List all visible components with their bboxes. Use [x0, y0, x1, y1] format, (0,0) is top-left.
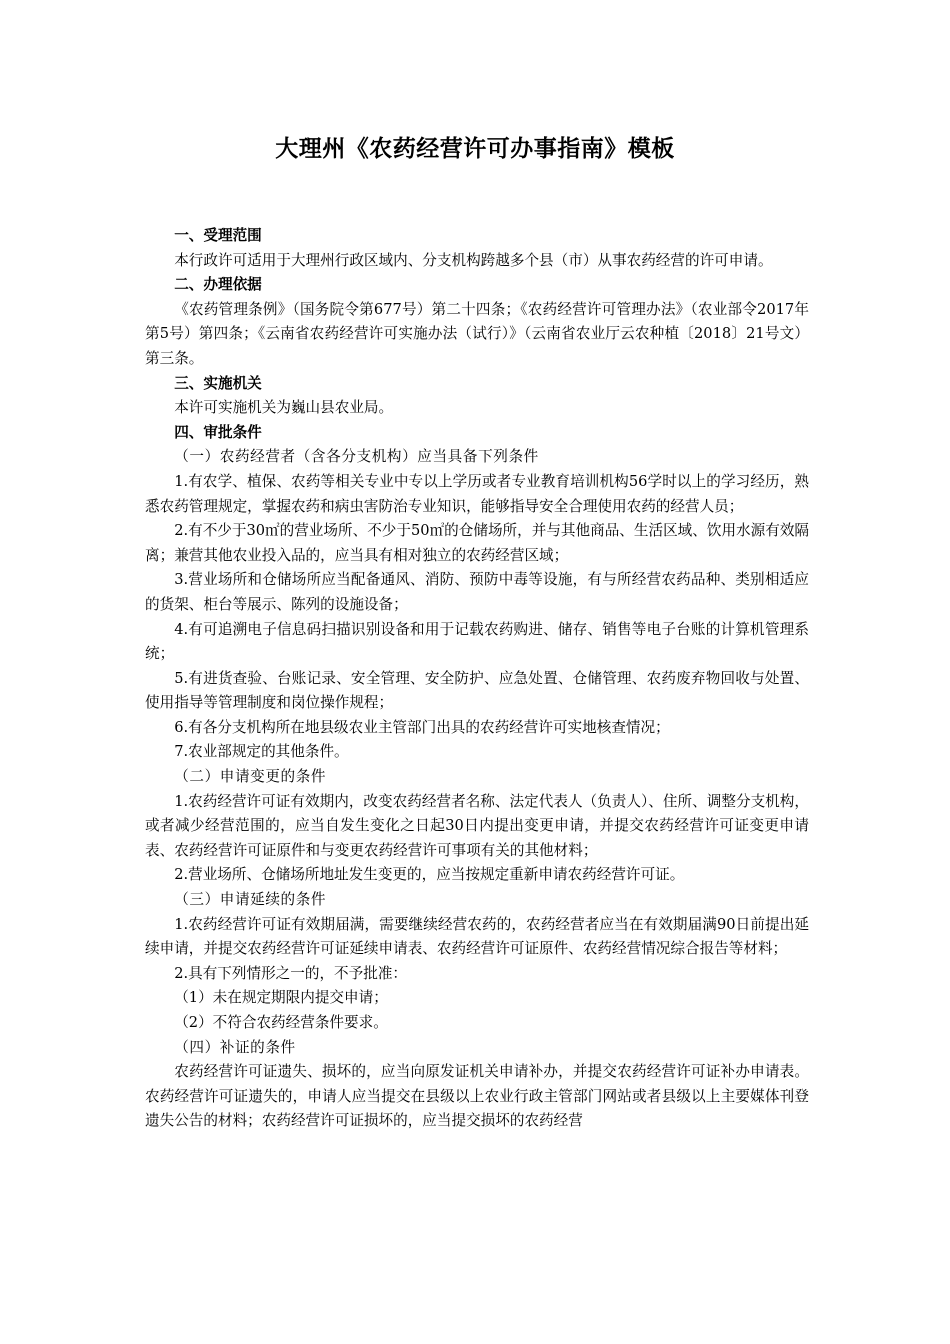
- document-title: 大理州《农药经营许可办事指南》模板: [275, 136, 675, 162]
- body-paragraph: 6.有各分支机构所在地县级农业主管部门出具的农药经营许可实地核查情况；: [174, 718, 670, 736]
- section-heading: 二、办理依据: [174, 276, 262, 294]
- body-paragraph: 7.农业部规定的其他条件。: [174, 743, 349, 761]
- subsection-heading: （三）申请延续的条件: [174, 891, 327, 909]
- body-paragraph: 农药经营许可证遗失、损坏的，应当向原发证机关申请补办，并提交农药经营许可证补办申请表。农药经营许可证遗失的，申请人应当提交在县级以上农业行政主管部门网站或者县级以上主要媒体刊登遗失公告的材料；农药经营许可证损坏的，应当提交损坏的农药经营: [145, 1063, 809, 1130]
- body-paragraph: 本许可实施机关为巍山县农业局。: [174, 399, 394, 417]
- body-paragraph: 本行政许可适用于大理州行政区域内、分支机构跨越多个县（市）从事农药经营的许可申请。: [174, 251, 773, 269]
- body-paragraph: （2）不符合农药经营条件要求。: [174, 1014, 388, 1031]
- subsection-heading: （四）补证的条件: [174, 1038, 296, 1056]
- body-paragraph: 2.有不少于30㎡的营业场所、不少于50㎡的仓储场所，并与其他商品、生活区域、饮用水源有效隔离；兼营其他农业投入品的，应当具有相对独立的农药经营区域；: [145, 522, 810, 564]
- document-body: [145, 224, 809, 1134]
- body-paragraph: 1.农药经营许可证有效期内，改变农药经营者名称、法定代表人（负责人）、住所、调整分支机构，或者减少经营范围的，应当自发生变化之日起30日内提出变更申请，并提交农药经营许可证变更申请表、农药经营许可证原件和与变更农药经营许可事项有关的其他材料；: [145, 792, 809, 859]
- body-paragraph: 1.农药经营许可证有效期届满，需要继续经营农药的，农药经营者应当在有效期届满90日前提出延续申请，并提交农药经营许可证延续申请表、农药经营许可证原件、农药经营情况综合报告等材料；: [145, 915, 809, 958]
- body-paragraph: 3.营业场所和仓储场所应当配备通风、消防、预防中毒等设施，有与所经营农药品种、类别相适应的货架、柜台等展示、陈列的设施设备；: [145, 571, 809, 613]
- body-paragraph: 2.具有下列情形之一的，不予批准：: [174, 964, 408, 982]
- body-paragraph: 5.有进货查验、台账记录、安全管理、安全防护、应急处置、仓储管理、农药废弃物回收与处置、使用指导等管理制度和岗位操作规程；: [145, 669, 809, 712]
- section-heading: 四、审批条件: [174, 423, 262, 441]
- subsection-heading: （一）农药经营者（含各分支机构）应当具备下列条件: [174, 448, 539, 466]
- body-paragraph: 2.营业场所、仓储场所地址发生变更的，应当按规定重新申请农药经营许可证。: [174, 866, 685, 884]
- section-heading: 一、受理范围: [174, 227, 262, 244]
- section-heading: 三、实施机关: [174, 374, 262, 392]
- body-paragraph: （1）未在规定期限内提交申请；: [174, 989, 388, 1007]
- body-paragraph: 4.有可追溯电子信息码扫描识别设备和用于记载农药购进、储存、销售等电子台账的计算机管理系统；: [145, 620, 809, 663]
- body-paragraph: 《农药管理条例》（国务院令第677号）第二十四条；《农药经营许可管理办法》（农业部令2017年第5号）第四条；《云南省农药经营许可实施办法（试行）》（云南省农业厅云农种植〔2018〕21号文）第三条。: [145, 300, 809, 367]
- body-paragraph: 1.有农学、植保、农药等相关专业中专以上学历或者专业教育培训机构56学时以上的学习经历，熟悉农药管理规定，掌握农药和病虫害防治专业知识，能够指导安全合理使用农药的经营人员；: [145, 472, 809, 515]
- subsection-heading: （二）申请变更的条件: [174, 768, 327, 786]
